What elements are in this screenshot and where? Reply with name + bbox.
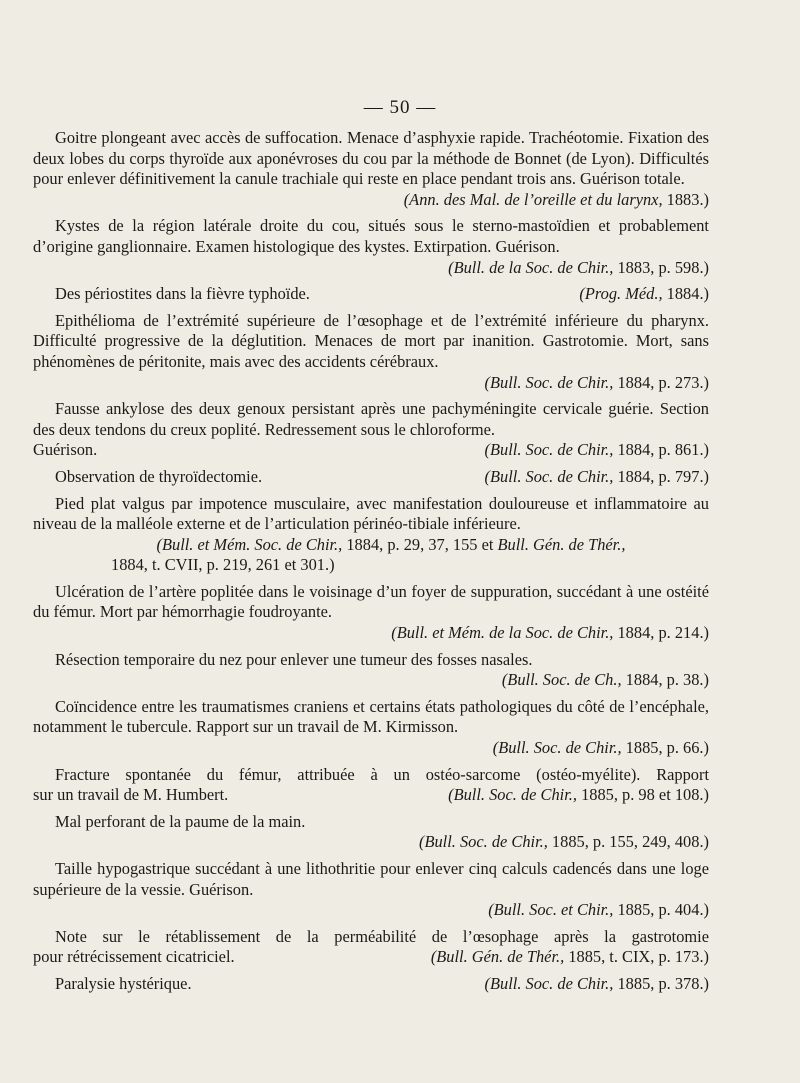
entry-reference: [33, 535, 709, 556]
list-item: [33, 974, 709, 995]
entry-text: Paralysie hystérique.: [55, 973, 192, 993]
reference-journal: (Bull. Soc. de Chir.,: [484, 466, 614, 486]
reference-details: 1884, p. 797.): [613, 466, 709, 486]
page-number: — 50 —: [363, 97, 437, 118]
reference-details: 1885, p. 155, 249, 408.): [547, 832, 709, 852]
entry-text: Mal perforant de la paume de la main.: [55, 811, 306, 831]
reference-details: 1885, t. CIX, p. 173.): [564, 947, 709, 967]
entry-text-last-line: Guérison.: [33, 440, 98, 460]
reference-journal: (Bull. et Mém. de la Soc. de Chir.,: [391, 623, 614, 643]
list-item: [33, 311, 709, 393]
entry-text: Epithélioma de l’extrémité supérieure de l’œsophage et de l’extrémité inférieure du pharynx. Difficulté progressive de la déglutition. Menaces de mort par inanition. Gastrotomie. Mort, sans phénomènes de péritonite, mais avec des accidents cérébraux.: [33, 310, 709, 371]
list-item: [33, 582, 709, 644]
entry-text: Pied plat valgus par impotence musculaire, avec manifestation douloureuse et inflammatoire au niveau de la malléole externe et de l’articulation périnéo-tibiale inférieure.: [33, 493, 709, 534]
entry-reference: [448, 785, 709, 806]
reference-journal-secondary: Bull. Gén. de Thér.,: [497, 534, 626, 554]
entry-text: Résection temporaire du nez pour enlever une tumeur des fosses nasales.: [55, 649, 533, 669]
reference-details: 1884.): [662, 284, 709, 304]
entry-reference: [485, 440, 709, 461]
list-item: [33, 650, 709, 691]
entry-text: Fausse ankylose des deux genoux persistant après une pachyméningite cervicale guérie. Section des deux tendons du creux poplité. Redressement sous le chloroforme.: [33, 399, 709, 439]
list-item: [33, 284, 709, 305]
entry-reference: [33, 190, 709, 211]
list-item: [33, 494, 709, 576]
list-item: [33, 765, 709, 806]
reference-journal: (Bull. Soc. de Chir.,: [484, 440, 614, 460]
reference-details: 1885, p. 378.): [613, 973, 709, 993]
reference-details: 1884, p. 214.): [613, 623, 709, 643]
entry-reference: [579, 284, 709, 305]
entry-reference: [33, 258, 709, 279]
reference-details: 1885, p. 98 et 108.): [576, 785, 709, 805]
entry-text: Coïncidence entre les traumatismes craniens et certains états pathologiques du côté de l’encéphale, notamment le tubercule. Rapport sur un travail de M. Kirmisson.: [33, 696, 709, 737]
entry-text: Goitre plongeant avec accès de suffocation. Menace d’asphyxie rapide. Trachéotomie. Fixation des deux lobes du corps thyroïde aux aponévroses du cou par la méthode de Bonnet (de Lyon). Difficultés pour enlever définitivement la canule trachiale qui reste en place pendant trois ans. Guérison totale.: [33, 128, 709, 189]
entry-text: Des périostites dans la fièvre typhoïde.: [55, 284, 310, 304]
bibliography-list: [33, 128, 709, 1001]
list-item: [33, 697, 709, 759]
entry-reference: [33, 832, 709, 853]
list-item: [33, 812, 709, 853]
entry-reference: [33, 373, 709, 394]
entry-reference: [485, 974, 709, 995]
entry-reference: [485, 467, 709, 488]
reference-details: 1883, p. 598.): [613, 257, 709, 277]
entry-text: Ulcération de l’artère poplitée dans le voisinage d’un foyer de suppuration, succédant à une ostéité du fémur. Mort par hémorrhagie foudroyante.: [33, 581, 709, 622]
reference-journal: (Bull. Soc. de Chir.,: [418, 832, 548, 852]
entry-text: Kystes de la région latérale droite du cou, situés sous le sterno-mastoïdien et probablement d’origine ganglionnaire. Examen histologique des kystes. Extirpation. Guérison.: [33, 216, 709, 256]
reference-journal: (Bull. Soc. de Ch.,: [501, 670, 622, 690]
entry-text-last-line: sur un travail de M. Humbert.: [33, 785, 229, 805]
list-item: [33, 859, 709, 921]
entry-text: Observation de thyroïdectomie.: [55, 466, 263, 486]
reference-details: 1885, p. 66.): [621, 738, 709, 758]
entry-text: Taille hypogastrique succédant à une lithothritie pour enlever cinq calculs cadencés dans une loge supérieure de la vessie. Guérison.: [33, 859, 709, 899]
reference-journal: (Bull. Soc. et Chir.,: [488, 900, 614, 920]
reference-journal: (Ann. des Mal. de l’oreille et du larynx,: [403, 189, 663, 209]
reference-details: 1885, p. 404.): [613, 900, 709, 920]
list-item: [33, 399, 709, 461]
reference-journal: (Bull. de la Soc. de Chir.,: [448, 257, 614, 277]
entry-reference: [33, 670, 709, 691]
reference-journal: (Prog. Méd.,: [579, 284, 663, 304]
reference-journal: (Bull. et Mém. Soc. de Chir.,: [156, 534, 343, 554]
reference-details: 1884, p. 29, 37, 155 et: [342, 534, 498, 554]
entry-reference: [33, 738, 709, 759]
entry-reference: [33, 900, 709, 921]
list-item: [33, 128, 709, 210]
reference-journal: (Bull. Soc. de Chir.,: [448, 785, 577, 805]
reference-details: 1884, p. 38.): [621, 670, 709, 690]
reference-details: 1884, p. 273.): [613, 372, 709, 392]
entry-reference: [33, 623, 709, 644]
reference-details: 1883.): [662, 189, 709, 209]
reference-journal: (Bull. Soc. de Chir.,: [484, 973, 614, 993]
entry-reference-continued: 1884, t. CVII, p. 219, 261 et 301.): [111, 555, 335, 575]
entry-reference: [431, 947, 709, 968]
reference-journal: (Bull. Soc. de Chir.,: [492, 738, 622, 758]
reference-journal: (Bull. Gén. de Thér.,: [430, 947, 565, 967]
list-item: [33, 467, 709, 488]
list-item: [33, 927, 709, 968]
reference-details: 1884, p. 861.): [613, 440, 709, 460]
entry-text: Note sur le rétablissement de la perméabilité de l’œsophage après la gastrotomie: [55, 926, 709, 946]
reference-journal: (Bull. Soc. de Chir.,: [484, 372, 614, 392]
list-item: [33, 216, 709, 278]
entry-text-last-line: pour rétrécissement cicatriciel.: [33, 947, 235, 967]
entry-text: Fracture spontanée du fémur, attribuée à un ostéo-sarcome (ostéo-myélite). Rapport: [55, 764, 709, 784]
